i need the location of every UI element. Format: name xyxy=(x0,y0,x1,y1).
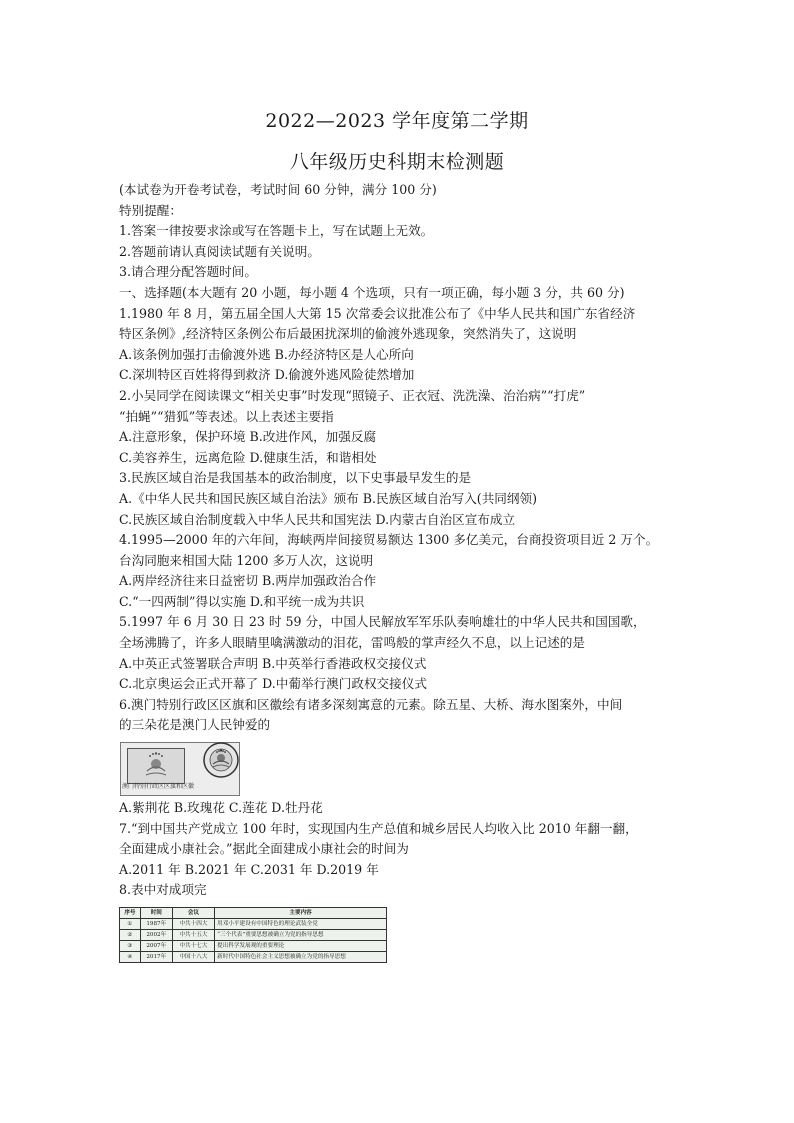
text-line: C.美容养生，远离危险 D.健康生活，和谐相处 xyxy=(119,449,377,465)
text-line: 全场沸腾了，许多人眼睛里噙满激动的泪花，雷鸣般的掌声经久不息，以上记述的是 xyxy=(119,635,585,651)
text-line: A.两岸经济往来日益密切 B.两岸加强政治合作 xyxy=(119,573,377,589)
text-line: 特区条例》,经济特区条例公布后最困扰深圳的偷渡外逃现象，突然消失了，这说明 xyxy=(119,326,577,342)
text-line: A.中英正式签署联合声明 B.中英举行香港政权交接仪式 xyxy=(119,655,427,671)
macau-flag-emblem-figure xyxy=(119,742,689,796)
party-congress-table-figure xyxy=(119,907,689,963)
text-line: 2.小吴同学在阅读课文“相关史事”时发现“照镜子、正衣冠、洗洗澡、治治病”“打虎” xyxy=(119,387,586,403)
text-line: C.深圳特区百姓将得到救济 D.偷渡外逃风险徒然增加 xyxy=(119,367,415,383)
flag-icon xyxy=(127,748,185,784)
text-line: 一、选择题(本大题有 20 小题，每小题 4 个选项，只有一项正确，每小题 3 分，共 60 分) xyxy=(119,284,625,300)
text-line: C.民族区域自治制度载入中华人民共和国宪法 D.内蒙古自治区宣布成立 xyxy=(119,511,516,527)
page-subtitle: 八年级历史科期末检测题 xyxy=(289,151,505,173)
table-header-cell: 序号 xyxy=(120,908,141,919)
table-header-cell: 会议 xyxy=(172,908,214,919)
table-cell: 中共十七大 xyxy=(172,941,214,952)
text-line: 特别提醒： xyxy=(119,202,182,218)
text-line: A.该条例加强打击偷渡外逃 B.办经济特区是人心所向 xyxy=(119,346,414,362)
table-cell: ④ xyxy=(120,952,141,963)
text-line: A.注意形象，保护环境 B.改进作风，加强反腐 xyxy=(119,429,377,445)
text-line: C.北京奥运会正式开幕了 D.中葡举行澳门政权交接仪式 xyxy=(119,676,427,692)
table-row xyxy=(120,941,387,952)
text-line: C.“一四两制”得以实施 D.和平统一成为共识 xyxy=(119,593,365,609)
text-line: 7.“到中国共产党成立 100 年时，实现国内生产总值和城乡居民人均收入比 2010 年翻一翻， xyxy=(119,820,638,836)
table-cell: “三个代表”重要思想被确立为党的指导思想 xyxy=(215,930,387,941)
table-cell: 2007年 xyxy=(140,941,172,952)
page-title: 2022—2023 学年度第二学期 xyxy=(265,110,529,132)
text-line: 6.澳门特别行政区区旗和区徽绘有诸多深刻寓意的元素。除五星、大桥、海水图案外，中间 xyxy=(119,696,623,712)
exam-text-block xyxy=(119,180,689,736)
table-cell: 1987年 xyxy=(140,919,172,930)
table-cell: 用邓小平建设有中国特色的理论武装全党 xyxy=(215,919,387,930)
text-line: 全面建成小康社会。”据此全面建成小康社会的时间为 xyxy=(119,841,409,857)
exam-body xyxy=(119,180,689,963)
figure-caption: 澳门特别行政区区旗和区徽 xyxy=(122,783,195,791)
text-line: “拍蝇”“猎狐”等表述。以上表述主要指 xyxy=(119,408,334,424)
table-cell: 中国十八大 xyxy=(172,952,214,963)
text-line: 3.请合理分配答题时间。 xyxy=(119,264,257,280)
text-line: 4.1995—2000 年的六年间，海峡两岸间接贸易额达 1300 多亿美元，台商投资项目近 2 万个。 xyxy=(119,532,659,548)
text-line: A.紫荆花 B.玫瑰花 C.莲花 D.牡丹花 xyxy=(119,800,323,816)
party-congress-table xyxy=(119,907,387,963)
table-header-cell: 时间 xyxy=(140,908,172,919)
table-cell: 2002年 xyxy=(140,930,172,941)
emblem-icon xyxy=(203,742,239,778)
text-line: 3.民族区域自治是我国基本的政治制度，以下史事最早发生的是 xyxy=(119,470,472,486)
text-line: 1.答案一律按要求涂或写在答题卡上，写在试题上无效。 xyxy=(119,223,434,239)
text-line: 8.表中对成项完 xyxy=(119,882,207,898)
text-line: A.2011 年 B.2021 年 C.2031 年 D.2019 年 xyxy=(119,861,379,877)
table-row xyxy=(120,930,387,941)
text-line: 1.1980 年 8 月，第五届全国人大第 15 次常委会议批准公布了《中华人民共和国广东省经济 xyxy=(119,305,636,321)
exam-text-block-2 xyxy=(119,798,689,901)
table-cell: ① xyxy=(120,919,141,930)
table-cell: 2017年 xyxy=(140,952,172,963)
text-line: 的三朵花是澳门人民钟爱的 xyxy=(119,717,271,733)
text-line: 5.1997 年 6 月 30 日 23 时 59 分，中国人民解放军军乐队奏响雄壮的中华人民共和国国歌， xyxy=(119,614,646,630)
table-row xyxy=(120,952,387,963)
text-line: (本试卷为开卷考试卷，考试时间 60 分钟，满分 100 分) xyxy=(119,182,437,197)
table-row xyxy=(120,919,387,930)
text-line: 2.答题前请认真阅读试题有关说明。 xyxy=(119,243,320,259)
table-cell: 提出科学发展观的重要理论 xyxy=(215,941,387,952)
table-cell: 中共十五大 xyxy=(172,930,214,941)
table-header-cell: 主要内容 xyxy=(215,908,387,919)
table-cell: ③ xyxy=(120,941,141,952)
table-cell: 新时代中国特色社会主义思想被确立为党的指导思想 xyxy=(215,952,387,963)
table-cell: 中共十四大 xyxy=(172,919,214,930)
table-cell: ② xyxy=(120,930,141,941)
text-line: 台沟同胞来相国大陆 1200 多万人次，这说明 xyxy=(119,552,374,568)
table-header-row xyxy=(120,908,387,919)
text-line: A.《中华人民共和国民族区域自治法》颁布 B.民族区域自治写入(共同纲领) xyxy=(119,490,537,506)
